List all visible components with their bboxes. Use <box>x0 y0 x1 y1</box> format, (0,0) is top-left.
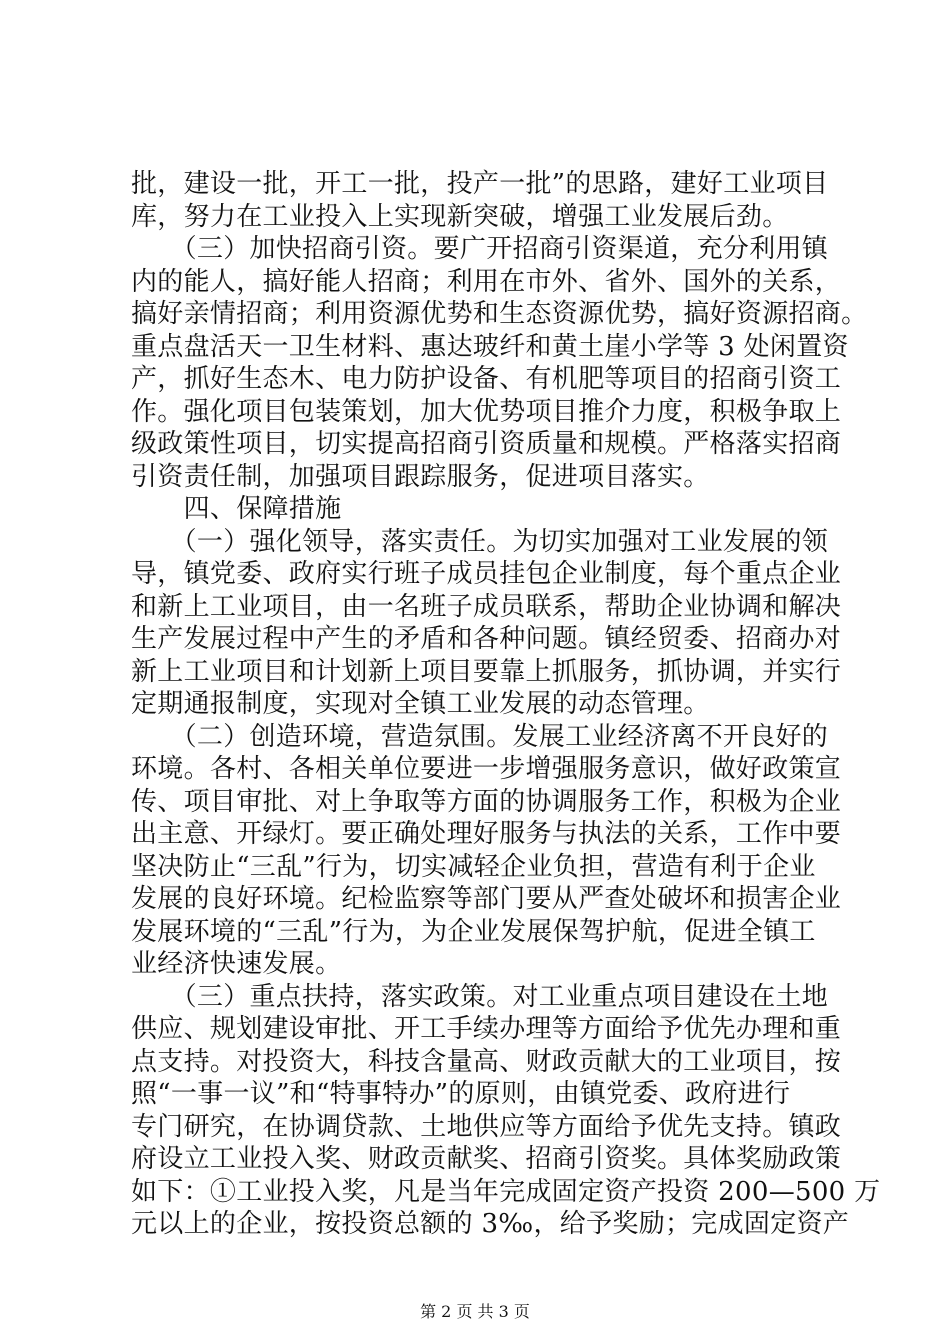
text-line: 发展环境的“三乱”行为，为企业发展保驾护航，促进全镇工 <box>131 916 816 947</box>
text-line: 府设立工业投入奖、财政贡献奖、招商引资奖。具体奖励政策 <box>131 1144 842 1174</box>
page-number-footer: 第 2 页 共 3 页 <box>420 1302 530 1321</box>
text-line: 重点盘活天一卫生材料、惠达玻纤和黄土崖小学等 3 处闲置资 <box>131 331 849 362</box>
text-line: （三）加快招商引资。要广开招商引资渠道，充分利用镇 <box>131 234 829 264</box>
document-body <box>131 168 881 1241</box>
text-line: 出主意、开绿灯。要正确处理好服务与执法的关系，工作中要 <box>131 819 842 849</box>
text-line: 业经济快速发展。 <box>131 949 342 979</box>
text-line: 搞好亲情招商；利用资源优势和生态资源优势，搞好资源招商。 <box>131 299 868 329</box>
text-line: 作。强化项目包装策划，加大优势项目推介力度，积极争取上 <box>131 396 842 427</box>
text-line: 定期通报制度，实现对全镇工业发展的动态管理。 <box>131 689 710 719</box>
text-line: 环境。各村、各相关单位要进一步增强服务意识，做好政策宣 <box>131 754 842 784</box>
text-line: 产，抓好生态木、电力防护设备、有机肥等项目的招商引资工 <box>131 364 842 394</box>
text-line: 发展的良好环境。纪检监察等部门要从严查处破坏和损害企业 <box>131 884 842 914</box>
text-line: （一）强化领导，落实责任。为切实加强对工业发展的领 <box>131 526 829 557</box>
text-line: 点支持。对投资大，科技含量高、财政贡献大的工业项目，按 <box>131 1046 842 1077</box>
text-line: 和新上工业项目，由一名班子成员联系，帮助企业协调和解决 <box>131 591 842 622</box>
text-line: 新上工业项目和计划新上项目要靠上抓服务，抓协调，并实行 <box>131 656 842 687</box>
text-line: 供应、规划建设审批、开工手续办理等方面给予优先办理和重 <box>131 1014 842 1044</box>
text-line: 内的能人，搞好能人招商；利用在市外、省外、国外的关系， <box>131 266 842 297</box>
text-line: 元以上的企业，按投资总额的 3‰，给予奖励；完成固定资产 <box>131 1209 850 1239</box>
text-line: 传、项目审批、对上争取等方面的协调服务工作，积极为企业 <box>131 786 842 817</box>
text-line: 生产发展过程中产生的矛盾和各种问题。镇经贸委、招商办对 <box>131 624 842 654</box>
section-heading: 四、保障措施 <box>131 494 342 524</box>
text-line: 引资责任制，加强项目跟踪服务，促进项目落实。 <box>131 461 710 492</box>
text-line: （二）创造环境，营造氛围。发展工业经济离不开良好的 <box>131 721 829 752</box>
text-line: 批，建设一批，开工一批，投产一批”的思路，建好工业项目 <box>131 169 829 199</box>
text-line: （三）重点扶持，落实政策。对工业重点项目建设在土地 <box>131 981 829 1012</box>
text-line: 导，镇党委、政府实行班子成员挂包企业制度，每个重点企业 <box>131 559 842 589</box>
text-line: 库，努力在工业投入上实现新突破，增强工业发展后劲。 <box>131 201 789 232</box>
text-line: 如下：①工业投入奖，凡是当年完成固定资产投资 200—500 万 <box>131 1176 881 1207</box>
text-line: 专门研究，在协调贷款、土地供应等方面给予优先支持。镇政 <box>131 1111 842 1142</box>
text-line: 级政策性项目，切实提高招商引资质量和规模。严格落实招商 <box>131 429 842 459</box>
text-line: 照“一事一议”和“特事特办”的原则，由镇党委、政府进行 <box>131 1079 791 1109</box>
text-line: 坚决防止“三乱”行为，切实减轻企业负担，营造有利于企业 <box>131 851 816 882</box>
